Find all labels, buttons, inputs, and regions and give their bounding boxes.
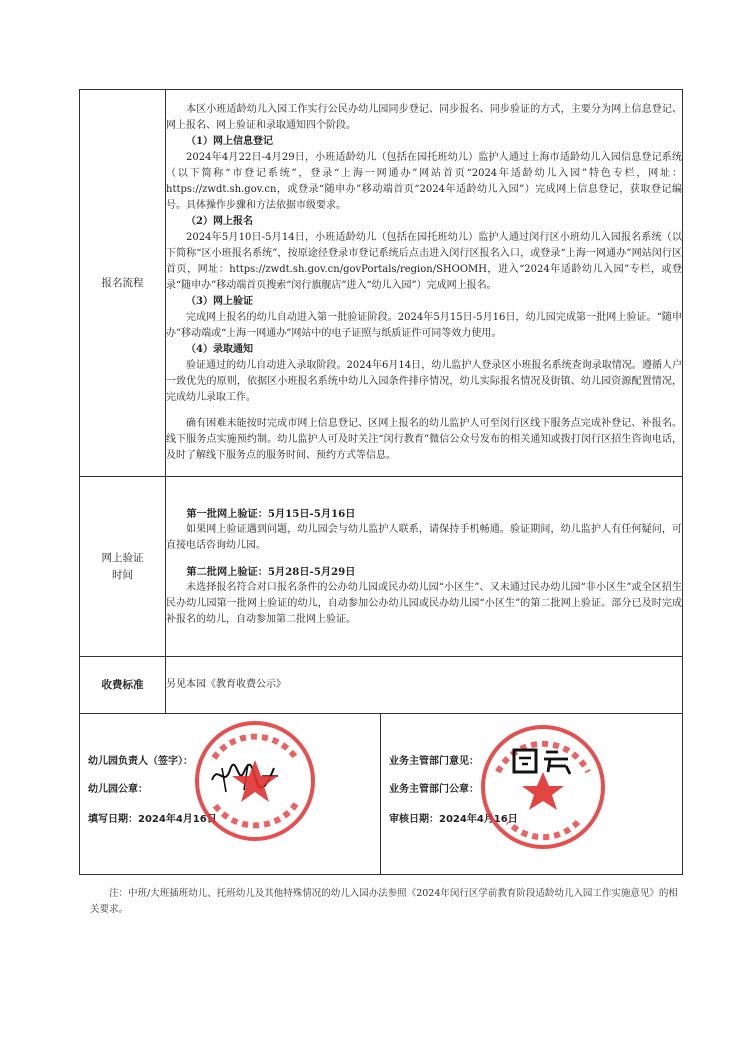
spacer <box>166 406 682 416</box>
batch2-text: 未选择报名符合对口报名条件的公办幼儿园或民办幼儿园“小区生”、又未通过民办幼儿园“非小区生”或全区招生民办幼儿园第一批网上验证的幼儿，自动参加公办幼儿园或民办幼儿园“小区生”的第二批网上验证。部分已及时完成补报名的幼儿，自动参加第二批网上验证。 <box>166 581 682 625</box>
label-verify-time <box>80 477 166 657</box>
fee-content <box>166 657 683 714</box>
row-signatures <box>80 714 683 875</box>
spacer <box>166 554 682 564</box>
step1-title: （1）网上信息登记 <box>186 136 273 147</box>
dept-opinion-label: 业务主管部门意见： <box>389 756 479 767</box>
label-verify-line1: 网上验证 <box>101 551 144 564</box>
batch2-title: 第二批网上验证：5月28日-5月29日 <box>186 565 356 578</box>
footnote-text: 注：中班/大班插班幼儿、托班幼儿及其他特殊情况的幼儿入园办法参照《2024年闵行区学前教育阶段适龄幼儿入园工作实施意见》的相关要求。 <box>90 888 678 915</box>
step2-text: 2024年5月10日-5月14日，小班适龄幼儿（包括在园托班幼儿）监护人通过闵行区小班幼儿入园报名系统（以下简称“区小班报名系统”，按原途径登录市登记系统后点击进入闵行区报名入口，或登录“上海一网通办”网站闵行区首页，网址：https://zwdt.sh.gov.cn/govPortals/region/SHOOMH，进入“2024年适龄幼儿入园”专栏，或登录“随申办”移动端首页搜索“闵行旗舰店”进入“幼儿入园”）完成网上报名。 <box>166 232 682 291</box>
step4-text: 验证通过的幼儿自动进入录取阶段。2024年6月14日，幼儿监护人登录区小班报名系统查询录取情况。遵循人户一致优先的原则，依据区小班报名系统中幼儿入园条件排序情况，幼儿实际报名情况及街镇、幼儿园资源配置情况，完成幼儿录取工作。 <box>166 360 682 403</box>
row-enroll-flow <box>80 90 683 477</box>
dept-seal-label: 业务主管部门公章： <box>389 784 479 795</box>
review-date: 审核日期：2024年4月16日 <box>389 814 518 825</box>
row-fee <box>80 657 683 714</box>
step3-text: 完成网上报名的幼儿自动进入第一批验证阶段。2024年5月15日-5月16日，幼儿园完成第一批网上验证。“随申办”移动端或“上海一网通办”网站中的电子证照与纸质证件可同等效力使用。 <box>166 312 682 339</box>
kindergarten-seal-label: 幼儿园公章： <box>88 784 148 795</box>
footnote <box>90 886 680 918</box>
verify-time-content <box>166 477 683 657</box>
step4-title: （4）录取通知 <box>186 344 253 355</box>
enroll-flow-content <box>166 90 683 477</box>
enroll-extra: 确有困难未能按时完成市网上信息登记、区网上报名的幼儿监护人可至闵行区线下服务点完成补登记、补报名。线下服务点实施预约制。幼儿监护人可及时关注“闵行教育”微信公众号发布的相关通知或拨打闵行区招生咨询电话，及时了解线下服务点的服务时间、预约方式等信息。 <box>166 418 682 461</box>
batch1-title: 第一批网上验证：5月15日-5月16日 <box>186 507 356 520</box>
fill-date: 填写日期：2024年4月16日 <box>88 814 217 825</box>
label-enroll-flow: 报名流程 <box>80 90 166 477</box>
step3-title: （3）网上验证 <box>186 296 253 307</box>
step1-text: 2024年4月22日-4月29日，小班适龄幼儿（包括在园托班幼儿）监护人通过上海市适龄幼儿入园信息登记系统（以下简称“市登记系统”，登录“上海一网通办”网站首页“2024年适龄幼儿入园”特色专栏，网址：https://zwdt.sh.gov.cn，或登录“随申办”移动端首页“2024年适龄幼儿入园”）完成网上信息登记，获取登记编号。具体操作步骤和方法依据市级要求。 <box>166 152 682 211</box>
row-verify-time <box>80 477 683 657</box>
enroll-intro: 本区小班适龄幼儿入园工作实行公民办幼儿园同步登记、同步报名、同步验证的方式，主要分为网上信息登记、网上报名、网上验证和录取通知四个阶段。 <box>166 104 682 131</box>
batch1-text: 如果网上验证遇到问题，幼儿园会与幼儿监护人联系，请保持手机畅通。验证期间，幼儿监护人有任何疑问，可直接电话咨询幼儿园。 <box>166 523 682 551</box>
signature-right <box>381 714 683 875</box>
enrollment-info-table <box>79 89 683 875</box>
fee-text: 另见本园《教育收费公示》 <box>166 679 286 690</box>
principal-sign-label: 幼儿园负责人（签字）： <box>88 756 193 767</box>
label-verify-line2: 时间 <box>112 568 133 581</box>
label-fee: 收费标准 <box>80 657 166 714</box>
handwritten-signature <box>204 758 284 798</box>
step2-title: （2）网上报名 <box>186 216 253 227</box>
